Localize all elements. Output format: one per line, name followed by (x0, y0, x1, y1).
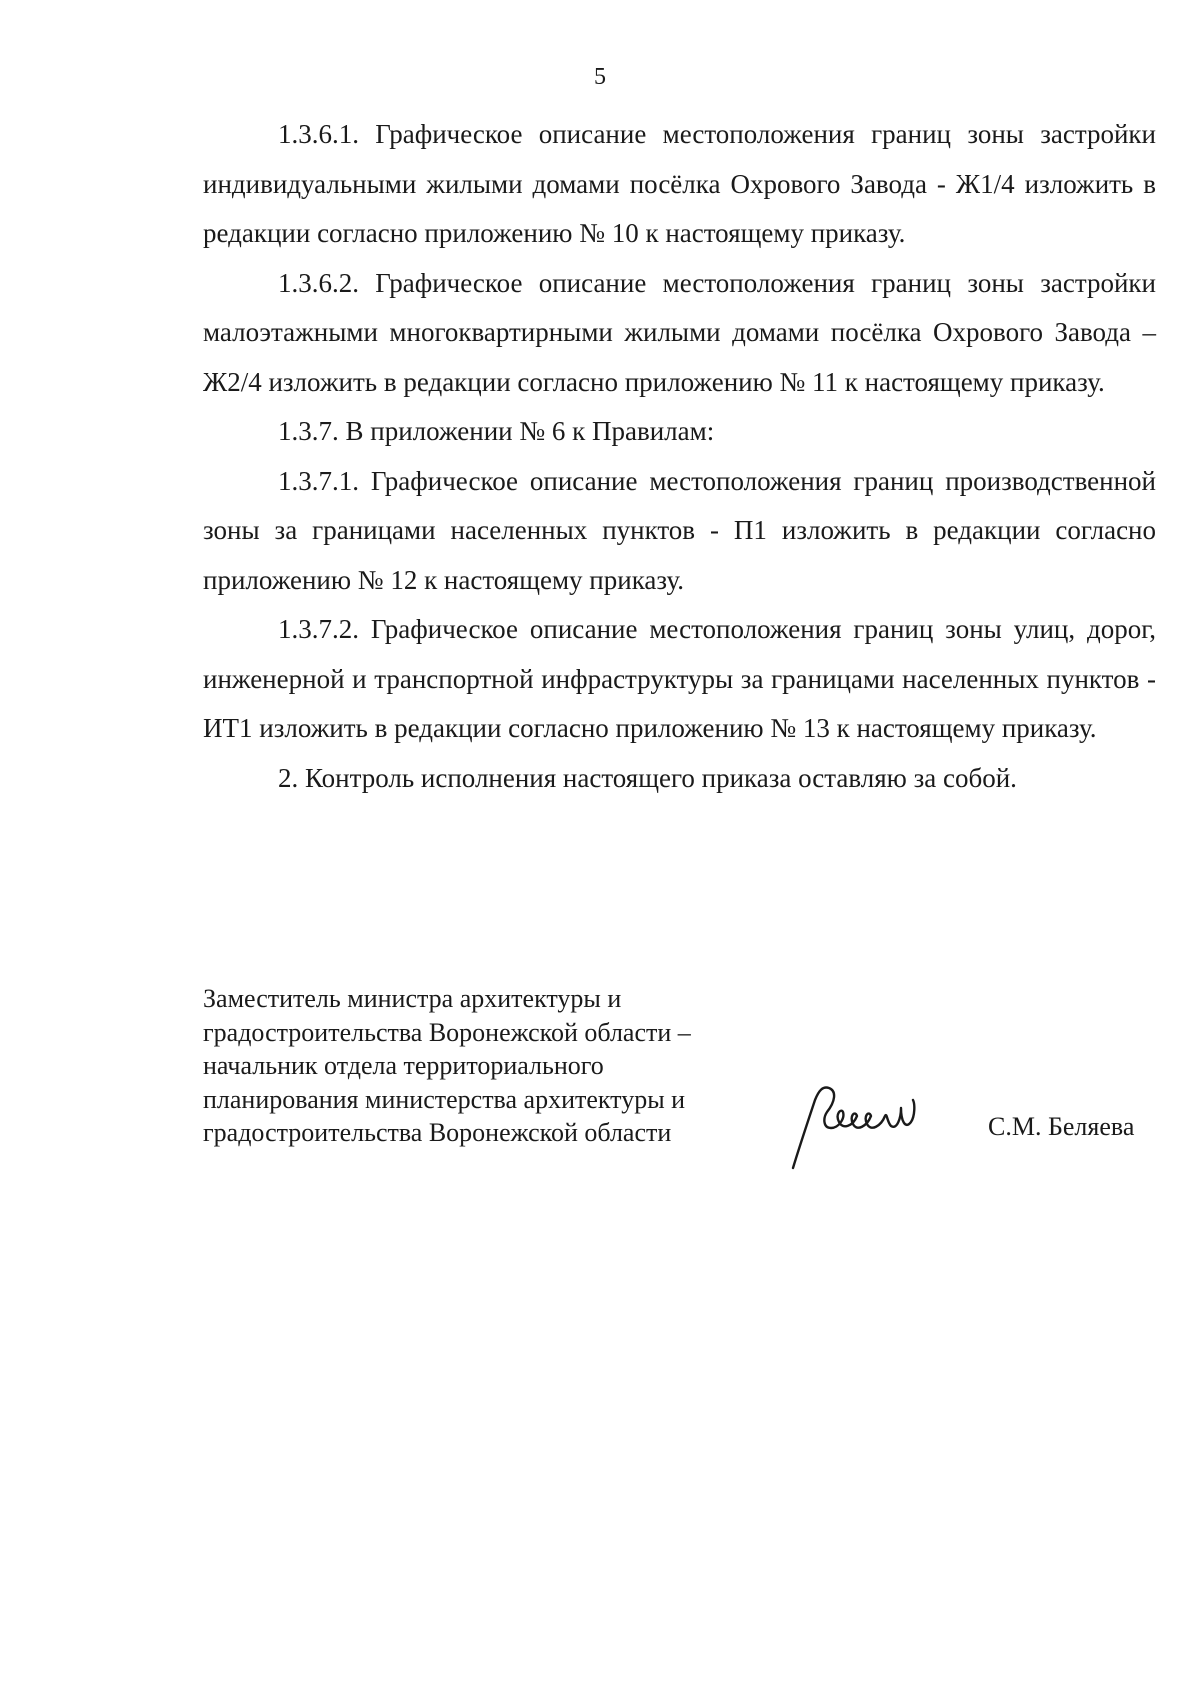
signer-title-line: Заместитель министра архитектуры и (203, 984, 622, 1013)
paragraph-1-3-7-1: 1.3.7.1. Графическое описание местоположения границ производственной зоны за границами населенных пунктов - П1 изложить в редакции согласно приложению № 12 к настоящему приказу. (203, 465, 1156, 595)
paragraph-1-3-6-1: 1.3.6.1. Графическое описание местоположения границ зоны застройки индивидуальными жилыми домами посёлка Охрового Завода - Ж1/4 изложить в редакции согласно приложению № 10 к настоящему приказу. (203, 119, 1156, 248)
signer-title (203, 982, 691, 1150)
paragraph-1-3-7: 1.3.7. В приложении № 6 к Правилам: (278, 416, 715, 446)
document-body (203, 110, 1156, 803)
signer-name: С.М. Беляева (988, 1112, 1135, 1141)
paragraph-1-3-7-2: 1.3.7.2. Графическое описание местоположения границ зоны улиц, дорог, инженерной и транспортной инфраструктуры за границами населенных пунктов - ИТ1 изложить в редакции согласно приложению № 13 к настоящему приказу. (203, 614, 1156, 743)
paragraph-1-3-6-2: 1.3.6.2. Графическое описание местоположения границ зоны застройки малоэтажными многоквартирными жилыми домами посёлка Охрового Завода – Ж2/4 изложить в редакции согласно приложению № 11 к настоящему приказу. (203, 267, 1156, 397)
signer-title-line: градостроительства Воронежской области – (203, 1017, 691, 1047)
paragraph-2: 2. Контроль исполнения настоящего приказа оставляю за собой. (278, 762, 1017, 793)
signer-title-line: планирования министерства архитектуры и (203, 1084, 686, 1114)
page-number: 5 (594, 64, 606, 90)
signer-title-line: начальник отдела территориального (203, 1051, 604, 1080)
signature-block (203, 982, 1156, 1172)
signer-title-line: градостроительства Воронежской области (203, 1118, 672, 1147)
handwritten-signature (783, 1082, 943, 1172)
